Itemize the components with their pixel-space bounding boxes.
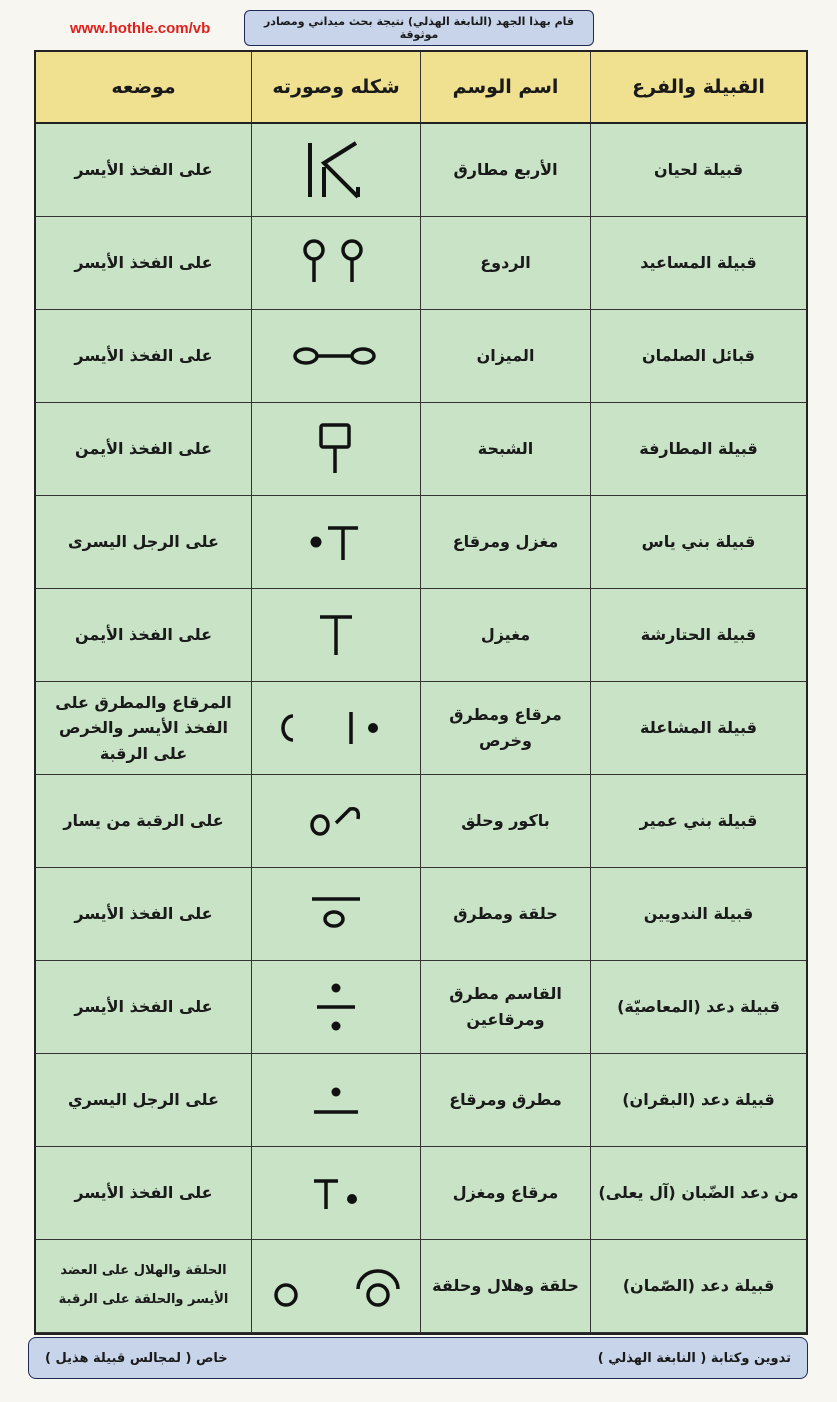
- tribe-cell: قبيلة دعد (الصّمان): [591, 1240, 806, 1333]
- two-rings-joined-by-line-icon: [291, 341, 381, 371]
- t-and-dot-icon: [308, 1173, 364, 1213]
- shape-cell: [252, 1240, 421, 1333]
- brand-name-cell: الشبحة: [421, 403, 591, 496]
- position-cell: على الفخذ الأيسر: [36, 868, 252, 961]
- position-cell: على الفخذ الأيمن: [36, 403, 252, 496]
- position-cell: على الرقبة من يسار: [36, 775, 252, 868]
- research-note-banner: [244, 10, 594, 46]
- shape-cell: [252, 310, 421, 403]
- shape-cell: [252, 496, 421, 589]
- t-shape-icon: [314, 611, 358, 659]
- footer-author: تدوين وكتابة ( النابغة الهذلي ): [597, 1350, 791, 1366]
- tribe-cell: قبيلة الندويين: [591, 868, 806, 961]
- hook-and-ring-icon: [306, 801, 366, 841]
- brand-name-cell: مغزل ومرقاع: [421, 496, 591, 589]
- position-cell: على الفخذ الأيسر: [36, 961, 252, 1054]
- tribe-cell: قبيلة المشاعلة: [591, 682, 806, 775]
- brand-name-cell: حلقة وهلال وحلقة: [421, 1240, 591, 1333]
- brand-name-cell: القاسم مطرق ومرقاعين: [421, 961, 591, 1054]
- position-cell: على الفخذ الأيسر: [36, 124, 252, 217]
- shape-cell: [252, 961, 421, 1054]
- dot-and-t-icon: [306, 520, 366, 564]
- shape-cell: [252, 124, 421, 217]
- site-url[interactable]: www.hothle.com/vb: [70, 20, 211, 37]
- ring-and-crescent-ring-icon: [266, 1259, 406, 1313]
- shape-cell: [252, 682, 421, 775]
- footer-dedication: خاص ( لمجالس قبيلة هذيل ): [45, 1350, 228, 1366]
- division-sign-icon: [311, 980, 361, 1034]
- tribal-brands-table: [34, 50, 808, 1335]
- shape-cell: [252, 868, 421, 961]
- column-header-name: اسم الوسم: [421, 52, 591, 124]
- column-header-position: موضعه: [36, 52, 252, 124]
- brand-name-cell: باكور وحلق: [421, 775, 591, 868]
- tribe-cell: قبيلة دعد (البقران): [591, 1054, 806, 1147]
- shape-cell: [252, 217, 421, 310]
- tribe-cell: قبيلة الحتارشة: [591, 589, 806, 682]
- three-vertical-strokes-with-angle-icon: [296, 135, 376, 205]
- brand-name-cell: الأربع مطارق: [421, 124, 591, 217]
- tribe-cell: من دعد الضّبان (آل يعلى): [591, 1147, 806, 1240]
- square-on-stem-icon: [311, 421, 361, 477]
- shape-cell: [252, 1147, 421, 1240]
- brand-name-cell: مغيزل: [421, 589, 591, 682]
- dot-bar-and-arc-icon: [271, 706, 401, 750]
- dot-over-bar-icon: [308, 1080, 364, 1120]
- brand-name-cell: مرقاع ومطرق وخرص: [421, 682, 591, 775]
- research-note-text: قام بهذا الجهد (النابغة الهذلي) نتيجة بحث ميداني ومصادر موثوقة: [263, 15, 575, 41]
- tribe-cell: قبيلة بني ياس: [591, 496, 806, 589]
- position-cell: المرقاع والمطرق على الفخذ الأيسر والخرص على الرقبة: [36, 682, 252, 775]
- shape-cell: [252, 775, 421, 868]
- position-cell: الحلقة والهلال على العضد الأيسر والحلقة على الرقبة: [36, 1240, 252, 1333]
- position-cell: على الفخذ الأيمن: [36, 589, 252, 682]
- footer-banner: [28, 1337, 808, 1379]
- tribe-cell: قبيلة المساعيد: [591, 217, 806, 310]
- tribe-cell: قبائل الصلمان: [591, 310, 806, 403]
- tribe-cell: قبيلة بني عمير: [591, 775, 806, 868]
- column-header-shape: شكله وصورته: [252, 52, 421, 124]
- tribe-cell: قبيلة دعد (المعاصيّة): [591, 961, 806, 1054]
- brand-name-cell: حلقة ومطرق: [421, 868, 591, 961]
- tribe-cell: قبيلة المطارفة: [591, 403, 806, 496]
- shape-cell: [252, 1054, 421, 1147]
- brand-name-cell: مرقاع ومغزل: [421, 1147, 591, 1240]
- brand-name-cell: مطرق ومرقاع: [421, 1054, 591, 1147]
- position-cell: على الرجل اليسرى: [36, 496, 252, 589]
- position-cell: على الفخذ الأيسر: [36, 1147, 252, 1240]
- position-cell: على الفخذ الأيسر: [36, 217, 252, 310]
- shape-cell: [252, 589, 421, 682]
- position-cell: على الرجل اليسري: [36, 1054, 252, 1147]
- two-rings-on-stems-icon: [296, 238, 376, 288]
- brand-name-cell: الردوع: [421, 217, 591, 310]
- position-cell: على الفخذ الأيسر: [36, 310, 252, 403]
- shape-cell: [252, 403, 421, 496]
- brand-name-cell: الميزان: [421, 310, 591, 403]
- bar-over-ring-icon: [306, 893, 366, 935]
- column-header-tribe: القبيلة والفرع: [591, 52, 806, 124]
- tribe-cell: قبيلة لحيان: [591, 124, 806, 217]
